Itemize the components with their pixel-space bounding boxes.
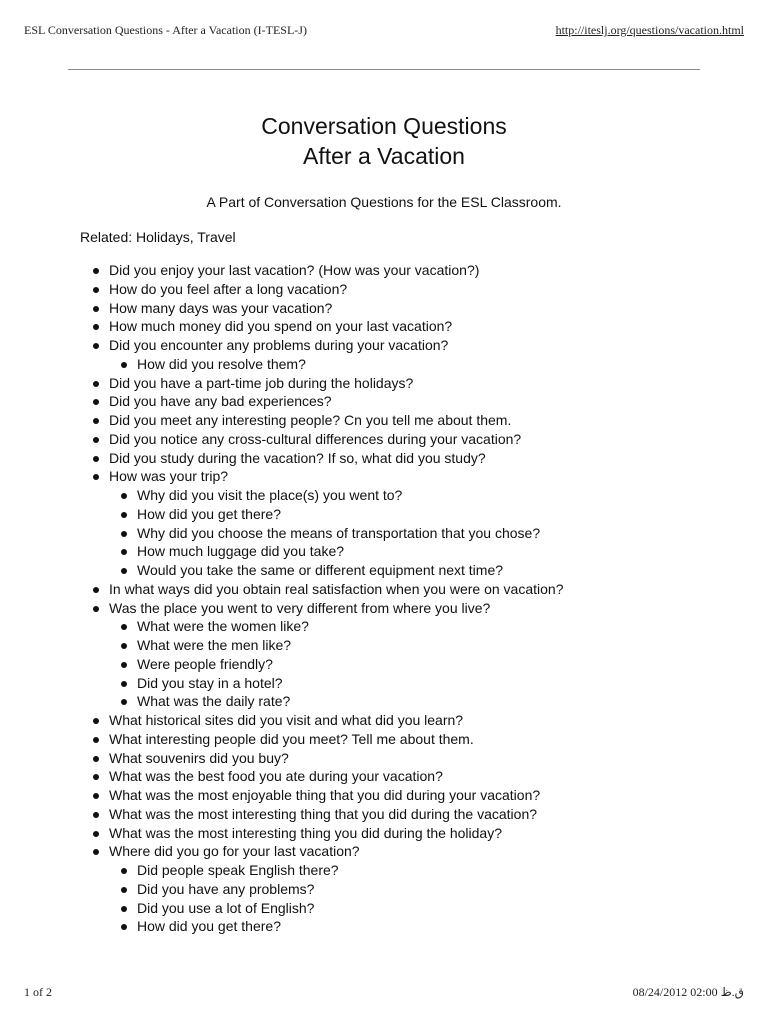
horizontal-divider [68, 69, 700, 70]
question-text: What historical sites did you visit and what did you learn? [109, 712, 464, 728]
question-item [81, 299, 564, 318]
sub-question-item [81, 899, 564, 918]
question-item [81, 711, 564, 730]
question-text: How much money did you spend on your last vacation? [109, 318, 453, 335]
question-text: What was the most interesting thing you did during the holiday? [109, 824, 503, 841]
question-text: Was the place you went to very different from where you live? [109, 599, 491, 616]
question-text: Did you enjoy your last vacation? (How was your vacation?) [109, 262, 480, 278]
question-item [81, 280, 564, 299]
bullet-icon [93, 737, 99, 743]
bullet-icon [121, 531, 127, 537]
bullet-icon [121, 699, 127, 705]
question-item [81, 580, 564, 599]
bullet-icon [93, 587, 99, 593]
bullet-icon [121, 568, 127, 574]
page-count: 1 of 2 [24, 985, 52, 999]
sub-question-item [81, 917, 564, 936]
question-item [81, 467, 564, 486]
print-page-title: ESL Conversation Questions - After a Vacation (I-TESL-J) [24, 23, 307, 37]
question-item [81, 786, 564, 805]
bullet-icon [121, 512, 127, 518]
bullet-icon [93, 343, 99, 349]
question-text: Did you have any bad experiences? [109, 393, 332, 410]
bullet-icon [121, 624, 127, 630]
question-text: How did you get there? [137, 505, 281, 522]
bullet-icon [121, 493, 127, 499]
question-text: What was the daily rate? [137, 693, 291, 710]
bullet-icon [93, 418, 99, 424]
question-text: How many days was your vacation? [109, 299, 333, 316]
print-url-link[interactable]: http://iteslj.org/questions/vacation.html [555, 23, 744, 37]
question-text: Did you stay in a hotel? [137, 674, 283, 691]
bullet-icon [121, 924, 127, 930]
bullet-icon [93, 812, 99, 818]
question-text: Would you take the same or different equipment next time? [137, 562, 504, 578]
question-text: Did you have a part-time job during the holidays? [109, 374, 414, 391]
question-text: What souvenirs did you buy? [109, 749, 289, 766]
question-text: In what ways did you obtain real satisfaction when you were on vacation? [109, 580, 564, 597]
bullet-icon [93, 718, 99, 724]
bullet-icon [93, 474, 99, 480]
question-text: How did you get there? [137, 918, 281, 935]
question-text: Where did you go for your last vacation? [109, 843, 360, 860]
question-item [81, 842, 564, 861]
bullet-icon [121, 662, 127, 668]
question-item [81, 767, 564, 786]
bullet-icon [121, 362, 127, 368]
sub-question-item [81, 524, 564, 543]
question-text: Why did you visit the place(s) you went to? [137, 487, 403, 503]
print-datetime: 08/24/2012 02:00 ق.ظ [632, 985, 744, 999]
question-item [81, 599, 564, 618]
question-item [81, 374, 564, 393]
bullet-icon [93, 399, 99, 405]
question-list [81, 261, 564, 936]
bullet-icon [93, 774, 99, 780]
question-text: Did you meet any interesting people? Cn you tell me about them. [109, 412, 512, 428]
question-text: Did you encounter any problems during your vacation? [109, 337, 449, 353]
question-text: Did people speak English there? [137, 862, 339, 878]
question-text: How did you resolve them? [137, 355, 306, 372]
bullet-icon [121, 887, 127, 893]
question-text: Why did you choose the means of transportation that you chose? [137, 524, 541, 541]
sub-question-item [81, 486, 564, 505]
page-subtitle: A Part of Conversation Questions for the ESL Classroom. [206, 194, 562, 210]
page-title-line-1: Conversation Questions [261, 113, 507, 139]
page-title [0, 111, 768, 171]
bullet-icon [93, 324, 99, 330]
question-item [81, 336, 564, 355]
bullet-icon [93, 306, 99, 312]
bullet-icon [93, 287, 99, 293]
bullet-icon [93, 381, 99, 387]
question-text: Were people friendly? [137, 655, 273, 672]
sub-question-item [81, 561, 564, 580]
question-item [81, 749, 564, 768]
bullet-icon [121, 906, 127, 912]
sub-question-item [81, 880, 564, 899]
question-text: What were the men like? [137, 637, 292, 653]
question-text: Did you use a lot of English? [137, 899, 315, 916]
bullet-icon [93, 606, 99, 612]
question-text: How was your trip? [109, 468, 229, 485]
sub-question-item [81, 655, 564, 674]
bullet-icon [93, 793, 99, 799]
page-title-line-2: After a Vacation [303, 143, 465, 169]
bullet-icon [121, 643, 127, 649]
question-text: What was the most enjoyable thing that you did during your vacation? [109, 787, 541, 803]
bullet-icon [121, 681, 127, 687]
bullet-icon [121, 549, 127, 555]
question-item [81, 261, 564, 280]
question-item [81, 824, 564, 843]
question-item [81, 430, 564, 449]
sub-question-item [81, 355, 564, 374]
question-item [81, 805, 564, 824]
question-text: Did you study during the vacation? If so, what did you study? [109, 449, 486, 466]
bullet-icon [121, 868, 127, 874]
sub-question-item [81, 674, 564, 693]
sub-question-item [81, 861, 564, 880]
question-item [81, 730, 564, 749]
bullet-icon [93, 849, 99, 855]
sub-question-item [81, 692, 564, 711]
question-text: What was the best food you ate during your vacation? [109, 768, 443, 785]
question-item [81, 411, 564, 430]
related-topics: Related: Holidays, Travel [80, 229, 236, 245]
bullet-icon [93, 437, 99, 443]
question-item [81, 449, 564, 468]
question-item [81, 392, 564, 411]
sub-question-item [81, 636, 564, 655]
bullet-icon [93, 756, 99, 762]
sub-question-item [81, 617, 564, 636]
bullet-icon [93, 831, 99, 837]
question-text: What interesting people did you meet? Tell me about them. [109, 730, 474, 747]
question-text: What was the most interesting thing that you did during the vacation? [109, 805, 538, 822]
sub-question-item [81, 505, 564, 524]
question-text: How much luggage did you take? [137, 543, 345, 560]
question-text: Did you notice any cross-cultural differences during your vacation? [109, 430, 522, 447]
question-text: What were the women like? [137, 618, 309, 635]
sub-question-item [81, 542, 564, 561]
bullet-icon [93, 268, 99, 274]
question-text: How do you feel after a long vacation? [109, 280, 348, 297]
question-text: Did you have any problems? [137, 880, 315, 897]
question-item [81, 317, 564, 336]
bullet-icon [93, 456, 99, 462]
